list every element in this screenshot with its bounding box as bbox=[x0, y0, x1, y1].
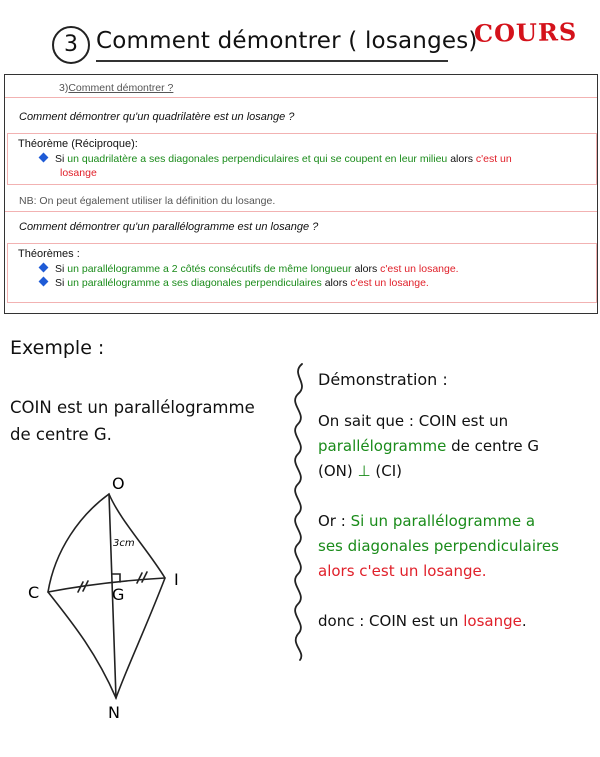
equal-tick-right bbox=[137, 572, 147, 583]
label-N: N bbox=[108, 703, 120, 720]
theorem-1-frame bbox=[7, 133, 597, 185]
demo-or-line-1: Or : Si un parallélogramme a bbox=[318, 512, 536, 530]
example-statement-line-2: de centre G. bbox=[10, 425, 112, 444]
divider bbox=[5, 97, 597, 98]
theorem-2-item-1: Si un parallélogramme a 2 côtés consécutifs de même longueur alors c'est un losange. bbox=[40, 263, 459, 275]
example-title: Exemple : bbox=[10, 337, 105, 359]
section-number-circle bbox=[52, 26, 90, 64]
label-O: O bbox=[112, 474, 125, 493]
demo-line-2: parallélogramme de centre G bbox=[318, 437, 539, 455]
demonstration-title: Démonstration : bbox=[318, 370, 448, 389]
label-I: I bbox=[174, 570, 179, 589]
title-underline bbox=[96, 60, 448, 62]
label-G: G bbox=[112, 585, 125, 604]
theorem-2-item-2: Si un parallélogramme a ses diagonales perpendiculaires alors c'est un losange. bbox=[40, 277, 429, 289]
label-C: C bbox=[28, 583, 40, 602]
section-label: 3)Comment démontrer ? bbox=[59, 82, 174, 94]
theorem-1-line: Si un quadrilatère a ses diagonales perpendiculaires et qui se coupent en leur milieu alors c'est un bbox=[40, 153, 512, 165]
theorem-2-title: Théorèmes : bbox=[18, 248, 80, 260]
nb-note: NB: On peut également utiliser la définition du losange. bbox=[19, 195, 276, 207]
perpendicular-symbol: ⊥ bbox=[357, 462, 371, 480]
theorem-1-title: Théorème (Réciproque): bbox=[18, 138, 138, 150]
demo-line-3: (ON) ⊥ (CI) bbox=[318, 462, 402, 480]
question-1: Comment démontrer qu'un quadrilatère est un losange ? bbox=[19, 111, 295, 123]
rhombus-figure bbox=[20, 470, 200, 720]
demo-conclusion: donc : COIN est un losange. bbox=[318, 612, 527, 630]
bullet-diamond-icon bbox=[39, 277, 49, 287]
theorem-2-frame bbox=[7, 243, 597, 303]
bullet-diamond-icon bbox=[39, 153, 49, 163]
demo-or-line-2: ses diagonales perpendiculaires bbox=[318, 537, 559, 555]
diagonal-CI bbox=[48, 578, 165, 592]
rhombus-shape bbox=[48, 494, 165, 698]
page-title: Comment démontrer ( losanges) bbox=[96, 28, 478, 54]
measure-label: 3cm bbox=[113, 538, 135, 549]
right-angle-mark bbox=[112, 574, 120, 582]
demo-or-line-3: alors c'est un losange. bbox=[318, 562, 487, 580]
bullet-diamond-icon bbox=[39, 263, 49, 273]
section-number: 3 bbox=[64, 32, 78, 57]
cours-stamp: COURS bbox=[473, 17, 578, 48]
question-2: Comment démontrer qu'un parallélogramme est un losange ? bbox=[19, 221, 319, 233]
lesson-box bbox=[4, 74, 598, 314]
rhombus-outline bbox=[48, 494, 165, 698]
theorem-1-conclusion-end: losange bbox=[60, 167, 97, 179]
demo-line-1: On sait que : COIN est un bbox=[318, 412, 509, 430]
example-statement-line-1: COIN est un parallélogramme bbox=[10, 398, 255, 417]
divider bbox=[5, 211, 597, 212]
brace-divider bbox=[288, 362, 312, 662]
